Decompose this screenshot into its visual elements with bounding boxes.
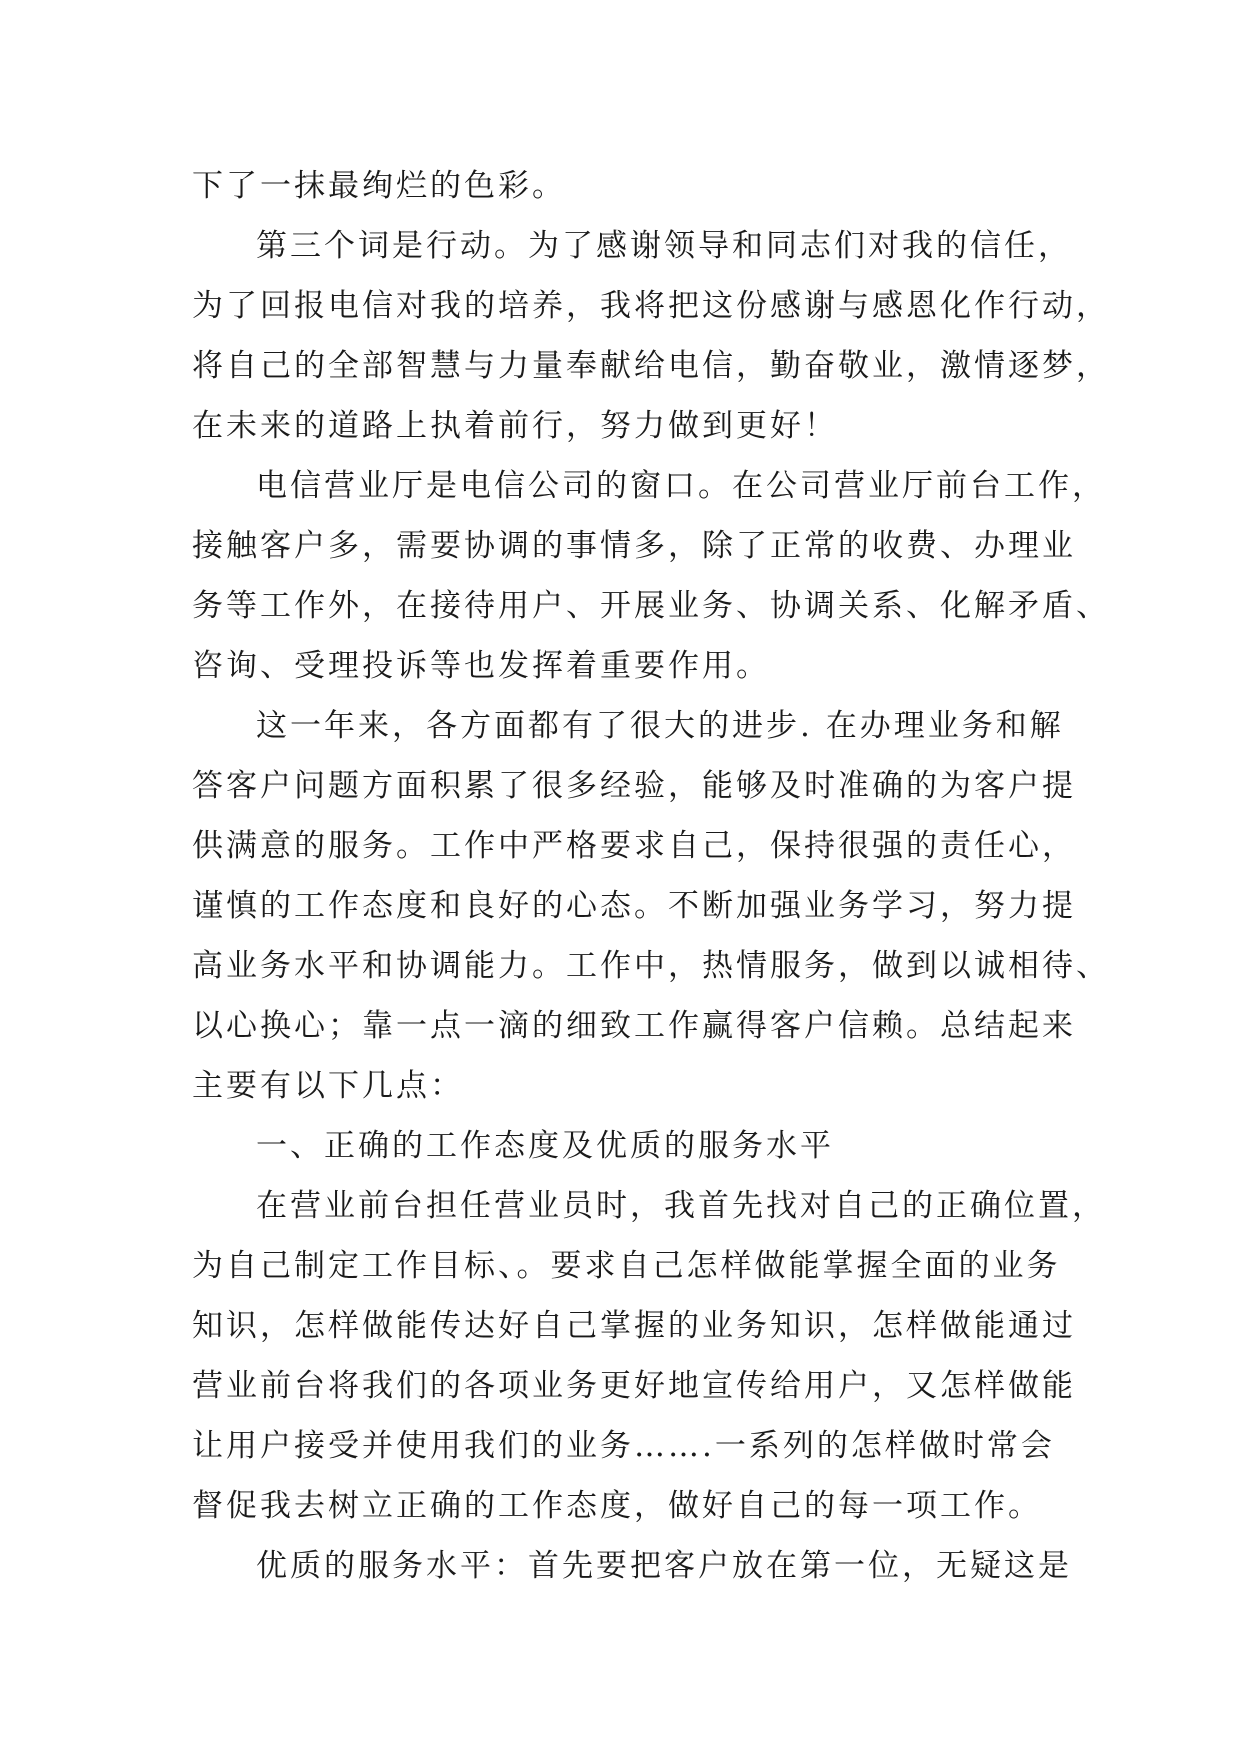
text-line: 第三个词是行动。为了感谢领导和同志们对我的信任， bbox=[256, 228, 1072, 264]
text-line: 营业前台将我们的各项业务更好地宣传给用户，又怎样做能 bbox=[192, 1368, 1076, 1404]
text-line: 谨慎的工作态度和良好的心态。不断加强业务学习，努力提 bbox=[192, 888, 1076, 924]
text-line: 以心换心；靠一点一滴的细致工作赢得客户信赖。总结起来 bbox=[192, 1008, 1076, 1044]
text-line: 让用户接受并使用我们的业务…….一系列的怎样做时常会 bbox=[192, 1428, 1055, 1464]
text-line: 为自己制定工作目标、。要求自己怎样做能掌握全面的业务 bbox=[192, 1248, 1061, 1284]
text-line: 电信营业厅是电信公司的窗口。在公司营业厅前台工作， bbox=[256, 468, 1106, 504]
text-line: 主要有以下几点： bbox=[192, 1068, 464, 1104]
text-line: 为了回报电信对我的培养，我将把这份感谢与感恩化作行动， bbox=[192, 288, 1110, 324]
text-line: 咨询、受理投诉等也发挥着重要作用。 bbox=[192, 648, 770, 684]
document-body bbox=[192, 156, 1110, 1596]
text-line: 一、正确的工作态度及优质的服务水平 bbox=[256, 1128, 834, 1164]
text-line: 接触客户多，需要协调的事情多，除了正常的收费、办理业 bbox=[192, 528, 1076, 564]
text-line: 知识，怎样做能传达好自己掌握的业务知识，怎样做能通过 bbox=[192, 1308, 1076, 1344]
text-line: 供满意的服务。工作中严格要求自己，保持很强的责任心， bbox=[192, 828, 1076, 864]
text-line: 务等工作外，在接待用户、开展业务、协调关系、化解矛盾、 bbox=[192, 588, 1110, 624]
text-line: 这一年来，各方面都有了很大的进步. 在办理业务和解 bbox=[256, 708, 1064, 744]
text-line: 答客户问题方面积累了很多经验，能够及时准确的为客户提 bbox=[192, 768, 1076, 804]
text-line: 将自己的全部智慧与力量奉献给电信，勤奋敬业，激情逐梦， bbox=[192, 348, 1110, 384]
text-line: 在未来的道路上执着前行，努力做到更好！ bbox=[192, 408, 838, 444]
text-line: 在营业前台担任营业员时，我首先找对自己的正确位置， bbox=[256, 1188, 1106, 1224]
text-line: 高业务水平和协调能力。工作中，热情服务，做到以诚相待、 bbox=[192, 948, 1110, 984]
text-line: 下了一抹最绚烂的色彩。 bbox=[192, 168, 566, 204]
text-line: 优质的服务水平：首先要把客户放在第一位，无疑这是 bbox=[256, 1548, 1072, 1584]
text-line: 督促我去树立正确的工作态度，做好自己的每一项工作。 bbox=[192, 1488, 1042, 1524]
